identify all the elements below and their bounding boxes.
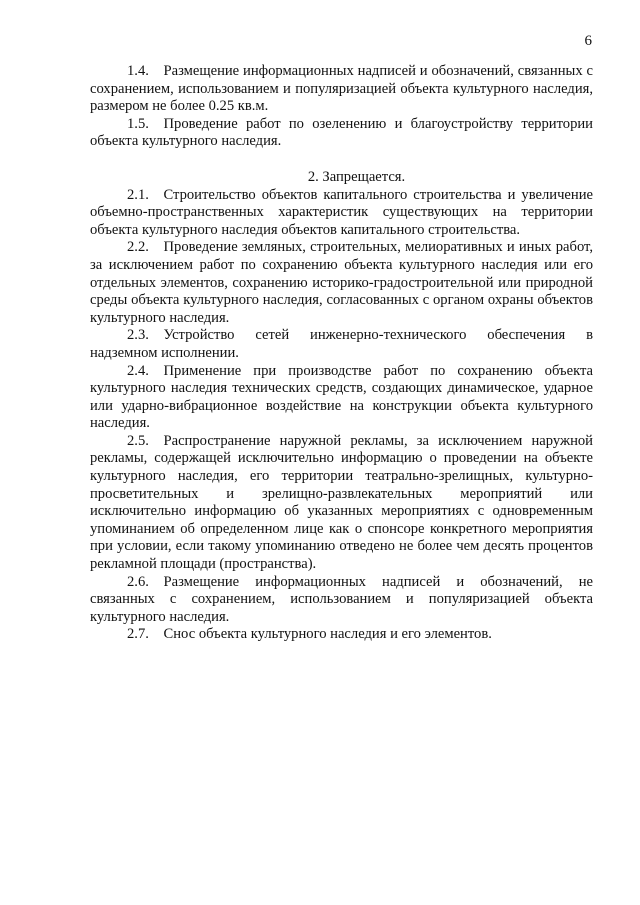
page-number: 6 — [584, 33, 592, 49]
paragraph-1-5: 1.5. Проведение работ по озеленению и благоустройству территории объекта культурного наследия. — [90, 115, 593, 150]
paragraph-2-1: 2.1. Строительство объектов капитального строительства и увеличение объемно-пространственных характеристик существующих на территории объекта культурного наследия объектов капитального строительства. — [90, 186, 593, 238]
paragraph-2-7: 2.7. Снос объекта культурного наследия и его элементов. — [127, 626, 492, 643]
paragraph-2-4: 2.4. Применение при производстве работ по сохранению объекта культурного наследия технических средств, создающих динамическое, ударное или ударно-вибрационное воздействие на конструкции объекта культурного наследия. — [90, 362, 593, 432]
section-gap — [90, 151, 593, 169]
paragraph-2-5: 2.5. Распространение наружной рекламы, за исключением наружной рекламы, содержащей исключительно информацию о проведении на объекте культурного наследия, его территории театрально-зрелищных, культурно-просветительных и зрелищно-развлекательных мероприятий или исключительно информацию об указанных мероприятиях с одновременным упоминанием об определенном лице как о спонсоре конкретного мероприятия при условии, если такому упоминанию отведено не более чем десять процентов рекламной площади (пространства). — [90, 432, 593, 573]
paragraph-1-4: 1.4. Размещение информационных надписей и обозначений, связанных с сохранением, использованием и популяризацией объекта культурного наследия, размером не более 0.25 кв.м. — [90, 63, 593, 115]
paragraph-2-6: 2.6. Размещение информационных надписей и обозначений, не связанных с сохранением, использованием и популяризацией объекта культурного наследия. — [90, 573, 593, 625]
paragraph-2-3: 2.3. Устройство сетей инженерно-технического обеспечения в надземном исполнении. — [90, 327, 593, 361]
paragraph-2-2: 2.2. Проведение земляных, строительных, мелиоративных и иных работ, за исключением работ по сохранению объекта культурного наследия или его отдельных элементов, сохранению историко-градостроительной или природной среды объекта культурного наследия, согласованных с органом охраны объектов культурного наследия. — [90, 239, 593, 326]
section-2-heading: 2. Запрещается. — [307, 168, 406, 185]
document-body — [90, 63, 593, 644]
